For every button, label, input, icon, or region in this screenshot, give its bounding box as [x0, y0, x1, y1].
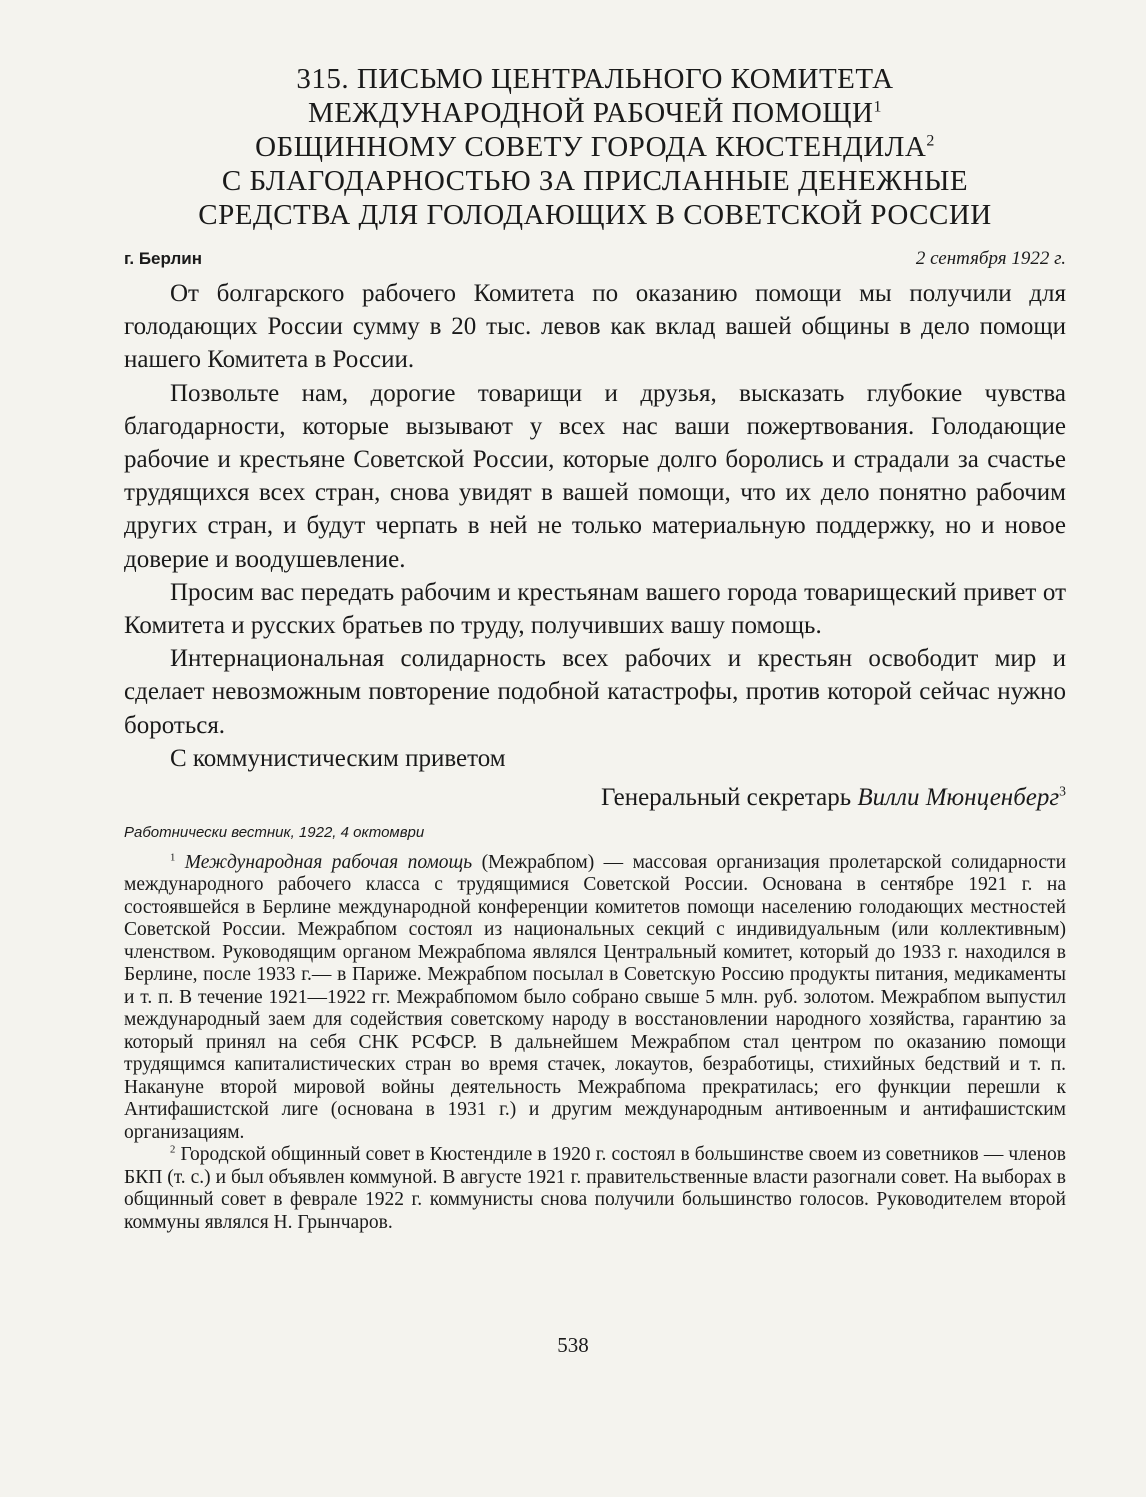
- dateline: [124, 247, 1066, 271]
- footnote-ref-1: 1: [873, 98, 882, 116]
- title-line-1: 315. ПИСЬМО ЦЕНТРАЛЬНОГО КОМИТЕТА: [296, 63, 894, 95]
- dateline-city: г. Берлин: [124, 249, 202, 268]
- footnote-1-text: (Межрабпом) — массовая организация пролетарской солидарности международного рабочего класса с трудящимися Советской России. Основана в сентябре 1921 г. на состоявшейся в Берлине международной конференции комитетов помощи населению голодающих местностей Советской России. Межрабпом состоял из национальных секций с индивидуальным (или коллективным) членством. Руководящим органом Межрабпома являлся Центральный комитет, который до 1933 г. находился в Берлине, после 1933 г.— в Париже. Межрабпом посылал в Советскую Россию продукты питания, медикаменты и т. п. В течение 1921—1922 гг. Межрабпомом было собрано свыше 5 млн. руб. золотом. Межрабпом выпустил международный заем для содействия советскому народу в восстановлении народного хозяйства, гарантию за который принял на себя СНК РСФСР. В дальнейшем Межрабпом стал центром по оказанию помощи трудящимся капиталистических стран во время стачек, локаутов, безработицы, стихийных бедствий и т. п. Накануне второй мировой войны деятельность Межрабпома прекратилась; его функции перешли к Антифашистской лиге (основана в 1931 г.) и другим международным антивоенным и антифашистским организациям.: [124, 851, 1067, 1143]
- title-line-3: [124, 130, 1066, 164]
- footnote-ref-3: 3: [1059, 783, 1066, 799]
- footnote-ref-2: 2: [926, 132, 935, 150]
- letter-paragraph-1: От болгарского рабочего Комитета по оказанию помощи мы получили для голодающих России сумму в 20 тыс. левов как вклад вашей общины в дело помощи нашего Комитета в России.: [124, 280, 1066, 374]
- footnote-2: [124, 1144, 1066, 1234]
- letter-paragraph-2: Позвольте нам, дорогие товарищи и друзья, высказать глубокие чувства благодарности, которые вызывают у всех нас ваши пожертвования. Голодающие рабочие и крестьяне Советской России, которые долго боролись и страдали за счастье трудящихся всех стран, снова увидят в вашей помощи, что их дело понятно рабочим других стран, и будут черпать в ней не только материальную поддержку, но и новое доверие и воодушевление.: [124, 379, 1066, 573]
- signature: [124, 781, 1066, 814]
- letter-closing: С коммунистическим приветом: [170, 744, 506, 772]
- footnotes: [124, 852, 1066, 1235]
- letter-paragraph-3: Просим вас передать рабочим и крестьянам вашего города товарищеский привет от Комитета и русских братьев по труду, получивших вашу помощь.: [124, 578, 1066, 640]
- title-line-3-text: ОБЩИННОМУ СОВЕТУ ГОРОДА КЮСТЕНДИЛА: [255, 131, 927, 163]
- footnote-2-text: Городской общинный совет в Кюстендиле в 1920 г. состоял в большинстве своем из советников — членов БКП (т. с.) и был объявлен коммуной. В августе 1921 г. правительственные власти разогнали совет. На выборах в общинный совет в феврале 1922 г. коммунисты снова получили большинство голосов. Руководителем второй коммуны являлся Н. Грынчаров.: [124, 1144, 1066, 1233]
- source-citation: Работнически вестник, 1922, 4 октомври: [124, 823, 425, 841]
- footnote-2-mark: 2: [170, 1143, 176, 1156]
- footnote-1-mark: 1: [170, 851, 176, 864]
- signature-role: Генеральный секретарь: [601, 783, 852, 811]
- title-line-5: СРЕДСТВА ДЛЯ ГОЛОДАЮЩИХ В СОВЕТСКОЙ РОССИИ: [198, 199, 992, 231]
- page-number: 538: [557, 1333, 589, 1357]
- letter-paragraph-4: Интернациональная солидарность всех рабочих и крестьян освободит мир и сделает невозможным повторение подобной катастрофы, против которой сейчас нужно бороться.: [124, 645, 1066, 739]
- title-line-2-text: МЕЖДУНАРОДНОЙ РАБОЧЕЙ ПОМОЩИ: [308, 97, 874, 129]
- title-line-4: С БЛАГОДАРНОСТЬЮ ЗА ПРИСЛАННЫЕ ДЕНЕЖНЫЕ: [221, 165, 969, 197]
- document-page: [124, 62, 1066, 1234]
- signature-name: Вилли Мюнценберг: [857, 783, 1060, 811]
- dateline-date: 2 сентября 1922 г.: [915, 248, 1066, 269]
- footnote-1: [124, 852, 1066, 1145]
- document-title: [124, 62, 1066, 232]
- footnote-1-term: Международная рабочая помощь: [184, 851, 473, 873]
- title-line-2: [124, 96, 1066, 130]
- letter-body: [124, 277, 1066, 742]
